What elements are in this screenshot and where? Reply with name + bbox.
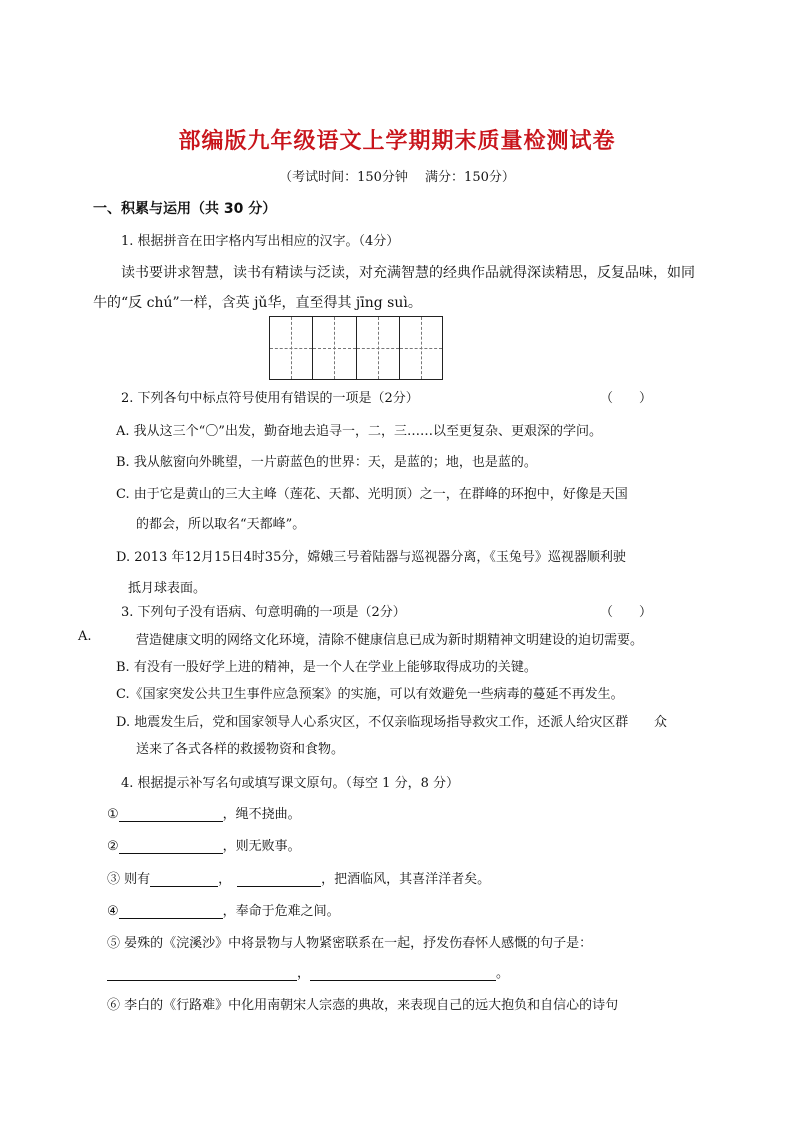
grid-cell[interactable] [270, 317, 313, 379]
q4-item2-blank[interactable] [119, 839, 223, 854]
q4-item6: ⑥ 李白的《行路难》中化用南朝宋人宗悫的典故，来表现自己的远大抱负和自信心的诗句 [107, 998, 619, 1013]
section-heading: 一、积累与运用（共 30 分） [93, 201, 277, 217]
tianzige-grid[interactable] [269, 316, 443, 380]
q4-stem: 4. 根据提示补写名句或填写课文原句。（每空 1 分，8 分） [121, 776, 459, 791]
q3-option-d-tail: 众 [654, 715, 668, 730]
q4-item5-end: 。 [496, 966, 510, 981]
q3-option-a: 营造健康文明的网络文化环境，清除不健康信息已成为新时期精神文明建设的迫切需要。 [136, 633, 644, 648]
q4-item2 [107, 835, 301, 854]
q4-item3-blank-1[interactable] [150, 872, 218, 887]
q4-item5-blank-1[interactable] [107, 966, 297, 981]
q4-item2-number: ② [107, 839, 119, 854]
q4-item5-sep: ， [297, 966, 311, 981]
q4-item3-text: ，把酒临风，其喜洋洋者矣。 [321, 872, 491, 887]
q4-item3-blank-2[interactable] [237, 872, 321, 887]
q4-item4 [107, 900, 340, 919]
q4-item1-text: ，绳不挠曲。 [222, 807, 301, 822]
q4-item4-text: ，奉命于危难之间。 [222, 904, 340, 919]
grid-cell[interactable] [357, 317, 400, 379]
q4-item3-sep: ， [218, 872, 232, 887]
q2-option-c-line1: C. 由于它是黄山的三大主峰（莲花、天都、光明顶）之一，在群峰的环抱中，好像是天国 [116, 487, 628, 502]
q3-option-a-label: A. [78, 629, 92, 644]
q4-item5-blank-2[interactable] [310, 966, 496, 981]
q4-item3-head: ③ 则有 [107, 872, 151, 887]
exam-title: 部编版九年级语文上学期期末质量检测试卷 [178, 129, 616, 154]
q2-option-a: A. 我从这三个“〇”出发，勤奋地去追寻一，二，三……以至更复杂、更艰深的学问。 [116, 424, 602, 439]
q3-option-d-line1: D. 地震发生后，党和国家领导人心系灾区，不仅亲临现场指导救灾工作，还派人给灾区群 [116, 715, 629, 730]
q4-item4-blank[interactable] [119, 904, 223, 919]
q4-item5: ⑤ 晏殊的《浣溪沙》中将景物与人物紧密联系在一起，抒发伤春怀人感慨的句子是： [107, 936, 593, 951]
q3-option-b: B. 有没有一股好学上进的精神，是一个人在学业上能够取得成功的关键。 [116, 660, 537, 675]
exam-subtitle: （考试时间：150分钟 满分：150分） [279, 170, 515, 185]
q3-option-c: C.《国家突发公共卫生事件应急预案》的实施，可以有效避免一些病毒的蔓延不再发生。 [116, 687, 624, 702]
q2-stem: 2. 下列各句中标点符号使用有错误的一项是（2分） [121, 391, 419, 406]
q1-passage-line2: 牛的“反 chú”一样，含英 jǔ华，直至得其 jīng suì。 [93, 295, 422, 311]
q1-passage-line1: 读书要讲求智慧，读书有精读与泛读，对充满智慧的经典作品就得深读精思，反复品味，如同 [121, 265, 695, 281]
q2-answer-paren[interactable]: （ ） [600, 391, 653, 406]
q2-option-d-line1: D. 2013 年12月15日4时35分，嫦娥三号着陆器与巡视器分离，《玉兔号》巡视器顺利驶 [116, 550, 626, 565]
q1-stem: 1. 根据拼音在田字格内写出相应的汉字。（4分） [121, 234, 400, 249]
q4-item1 [107, 803, 301, 822]
q2-option-b: B. 我从舷窗向外眺望，一片蔚蓝色的世界：天，是蓝的；地，也是蓝的。 [116, 455, 537, 470]
grid-cell[interactable] [313, 317, 356, 379]
q4-item5-answer-line [107, 962, 509, 981]
q3-stem: 3. 下列句子没有语病、句意明确的一项是（2分） [121, 605, 406, 620]
q4-item4-number: ④ [107, 904, 119, 919]
q3-answer-paren[interactable]: （ ） [600, 605, 653, 620]
q4-item2-text: ，则无败事。 [222, 839, 301, 854]
q4-item1-blank[interactable] [119, 807, 223, 822]
q4-item1-number: ① [107, 807, 119, 822]
q2-option-c-line2: 的都会，所以取名“天都峰”。 [136, 517, 306, 532]
q4-item3 [107, 868, 490, 887]
q3-option-d-line2: 送来了各式各样的救援物资和食物。 [136, 742, 345, 757]
q2-option-d-line2: 抵月球表面。 [128, 581, 207, 596]
grid-cell[interactable] [400, 317, 442, 379]
